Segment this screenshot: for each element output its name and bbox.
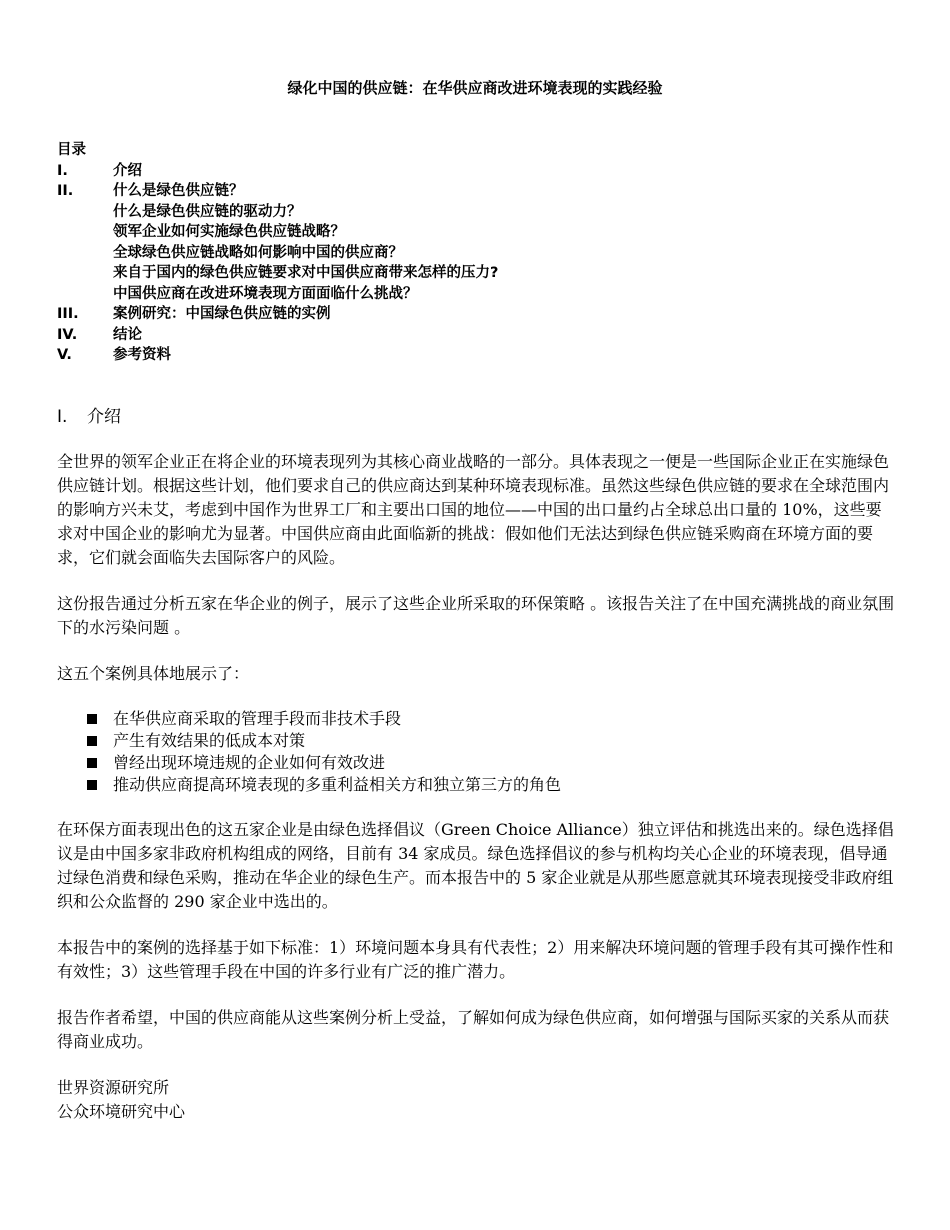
list-item-text: 曾经出现环境违规的企业如何有效改进	[113, 753, 386, 772]
toc-item-label: 来自于国内的绿色供应链要求对中国供应商带来怎样的压力?	[113, 265, 499, 281]
toc-item	[57, 263, 857, 284]
toc-item-label: 全球绿色供应链战略如何影响中国的供应商？	[113, 244, 403, 261]
body-text	[57, 450, 897, 1124]
table-of-contents	[57, 140, 857, 366]
toc-item	[57, 161, 857, 182]
toc-item-number: III.	[57, 306, 79, 322]
toc-item-label: 什么是绿色供应链？	[113, 183, 244, 199]
toc-item-label: 结论	[113, 326, 142, 343]
toc-item-number	[57, 243, 113, 264]
toc-item-number: II.	[57, 183, 74, 199]
square-bullet-icon	[87, 736, 97, 746]
document-title: 绿化中国的供应链：在华供应商改进环境表现的实践经验	[287, 79, 663, 97]
toc-item	[57, 181, 857, 202]
toc-item	[57, 325, 857, 346]
paragraph: 在环保方面表现出色的这五家企业是由绿色选择倡议（Green Choice Alliance）独立评估和挑选出来的。绿色选择倡议是由中国多家非政府机构组成的网络，目前有 34 家成员。绿色选择倡议的参与机构均关心企业的环境表现，倡导通过绿色消费和绿色采购，推动在华企业的绿色生产。而本报告中的 5 家企业就是从那些愿意就其环境表现接受非政府组织和公众监督的 290 家企业中选出的。	[57, 820, 894, 911]
list-item-text: 产生有效结果的低成本对策	[113, 731, 306, 750]
square-bullet-icon	[87, 758, 97, 768]
section-heading	[57, 405, 121, 429]
toc-item-label: 领军企业如何实施绿色供应链战略？	[113, 224, 345, 240]
toc-item-number	[57, 263, 113, 284]
toc-item-number: IV.	[57, 326, 78, 343]
toc-item-number: I.	[57, 162, 68, 179]
signature-org: 公众环境研究中心	[57, 1102, 186, 1121]
toc-item	[57, 345, 857, 366]
list-item-text: 在华供应商采取的管理手段而非技术手段	[113, 709, 402, 728]
toc-item-label: 什么是绿色供应链的驱动力？	[113, 203, 302, 220]
paragraph: 报告作者希望，中国的供应商能从这些案例分析上受益，了解如何成为绿色供应商，如何增强与国际买家的关系从而获得商业成功。	[57, 1008, 890, 1051]
paragraph: 全世界的领军企业正在将企业的环境表现列为其核心商业战略的一部分。具体表现之一便是一些国际企业正在实施绿色供应链计划。根据这些计划，他们要求自己的供应商达到某种环境表现标准。虽然这些绿色供应链的要求在全球范围内的影响方兴未艾，考虑到中国作为世界工厂和主要出口国的地位——中国的出口量约占全球总出口量的 10%，这些要求对中国企业的影响尤为显著。中国供应商由此面临新的挑战：假如他们无法达到绿色供应链采购商在环境方面的要求，它们就会面临失去国际客户的风险。	[57, 452, 890, 567]
toc-item	[57, 284, 857, 305]
list-item	[57, 752, 897, 774]
toc-item-label: 介绍	[113, 162, 142, 179]
list-item	[57, 730, 897, 752]
signature-org: 世界资源研究所	[57, 1078, 170, 1097]
toc-item-number: V.	[57, 347, 72, 363]
toc-item	[57, 304, 857, 325]
section-title: 介绍	[87, 407, 121, 427]
toc-item-label: 中国供应商在改进环境表现方面面临什么挑战？	[113, 285, 418, 302]
list-item	[57, 708, 897, 730]
toc-item	[57, 222, 857, 243]
list-item-text: 推动供应商提高环境表现的多重利益相关方和独立第三方的角色	[113, 775, 562, 794]
toc-item	[57, 243, 857, 264]
square-bullet-icon	[87, 714, 97, 724]
toc-heading: 目录	[57, 142, 86, 158]
square-bullet-icon	[87, 780, 97, 790]
paragraph: 这份报告通过分析五家在华企业的例子，展示了这些企业所采取的环保策略 。该报告关注了在中国充满挑战的商业氛围下的水污染问题 。	[57, 594, 895, 637]
section-number: I.	[57, 407, 68, 427]
toc-item-number	[57, 202, 113, 223]
bullet-list	[57, 708, 897, 796]
paragraph: 本报告中的案例的选择基于如下标准：1）环境问题本身具有代表性；2）用来解决环境问题的管理手段有其可操作性和有效性；3）这些管理手段在中国的许多行业有广泛的推广潜力。	[57, 938, 894, 981]
toc-item-number	[57, 284, 113, 305]
list-item	[57, 774, 897, 796]
toc-item	[57, 202, 857, 223]
toc-item-number	[57, 222, 113, 243]
toc-item-label: 案例研究：中国绿色供应链的实例	[113, 306, 331, 322]
toc-item-label: 参考资料	[113, 347, 171, 363]
paragraph: 这五个案例具体地展示了：	[57, 664, 250, 683]
